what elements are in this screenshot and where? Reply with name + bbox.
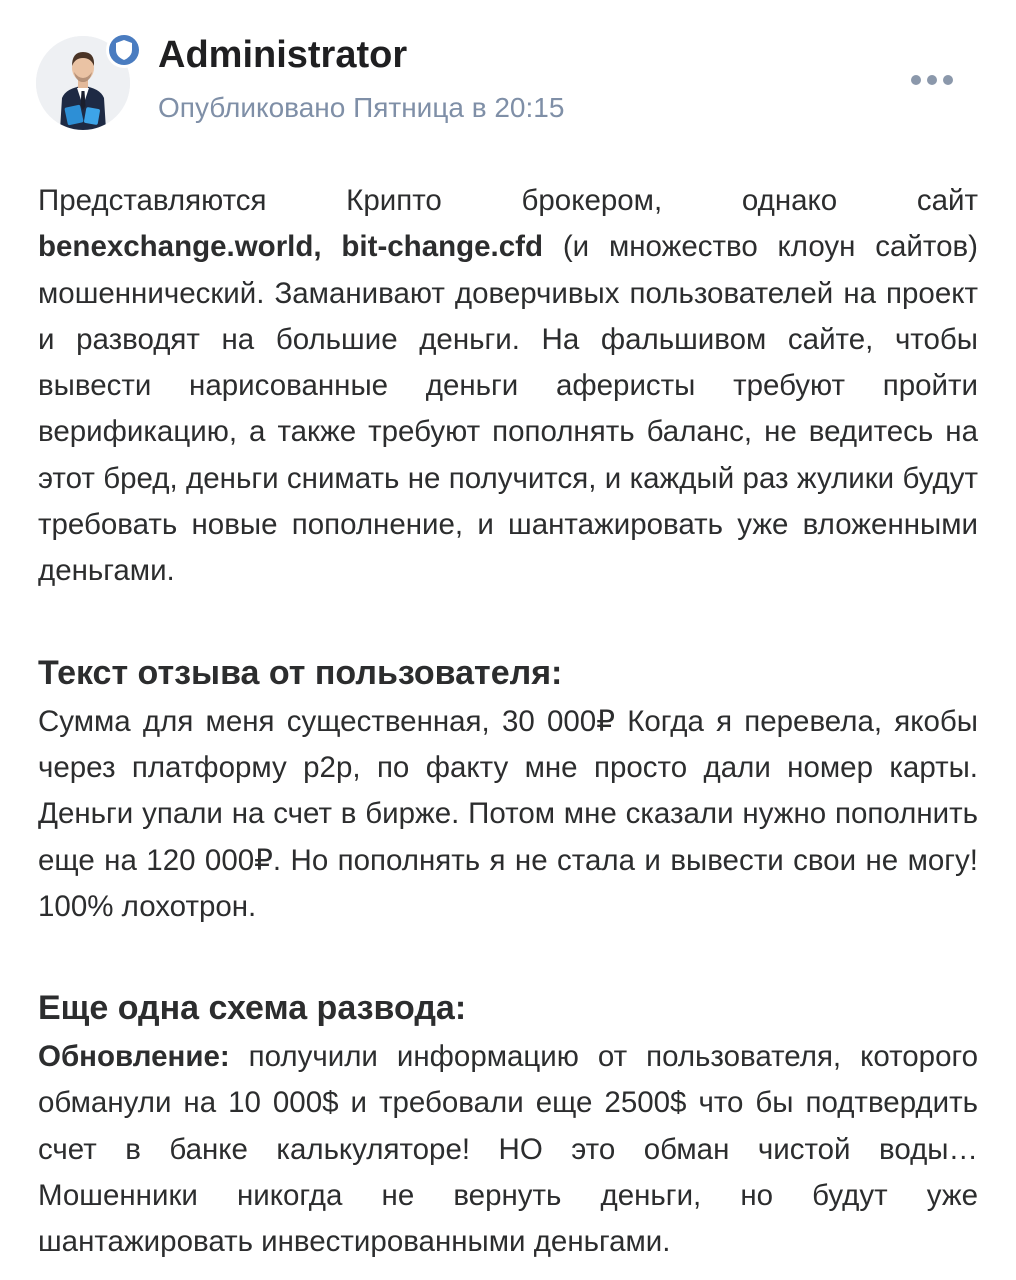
post-paragraph-intro	[38, 178, 978, 595]
update-text: получили информацию от пользователя, которого обманули на 10 000$ и требовали еще 2500$ что бы подтвердить счет в банке калькуляторе! НО это обман чистой воды… Мошенники никогда не вернуть деньги, но будут уже шантажировать инвестированными деньгами.	[38, 1040, 978, 1259]
shield-icon	[108, 34, 140, 66]
scam-site-names: benexchange.world, bit-change.cfd	[38, 230, 543, 264]
update-label: Обновление:	[38, 1040, 230, 1074]
verified-badge	[106, 32, 142, 68]
author-name[interactable]: Administrator	[158, 34, 408, 76]
post-paragraph-update	[38, 1034, 978, 1265]
post-header	[36, 32, 980, 142]
intro-text-end: (и множество клоун сайтов) мошеннический. Заманивают доверчивых пользователей на проект и разводят на большие деньги. На фальшивом сайте, чтобы вывести нарисованные деньги аферисты требуют пройти верификацию, а также требуют пополнять баланс, не ведитесь на этот бред, деньги снимать не получится, и каждый раз жулики будут требовать новые пополнение, и шантажировать уже вложенными деньгами.	[38, 230, 978, 588]
post-paragraph-user-review: Сумма для меня существенная, 30 000₽ Когда я перевела, якобы через платформу p2p, по факту мне просто дали номер карты. Деньги упали на счет в бирже. Потом мне сказали нужно пополнить еще на 120 000₽. Но пополнять я не стала и вывести свои не могу! 100% лохотрон.	[38, 704, 978, 923]
post-timestamp[interactable]: Опубликовано Пятница в 20:15	[158, 92, 565, 123]
intro-text-start: Представляются Крипто брокером, однако сайт	[38, 184, 978, 217]
section-title-user-review: Текст отзыва от пользователя:	[38, 653, 563, 692]
more-options-button[interactable]	[904, 66, 960, 94]
more-horizontal-icon	[910, 74, 954, 86]
section-title-another-scheme: Еще одна схема развода:	[38, 989, 467, 1028]
post-body	[38, 178, 978, 1266]
